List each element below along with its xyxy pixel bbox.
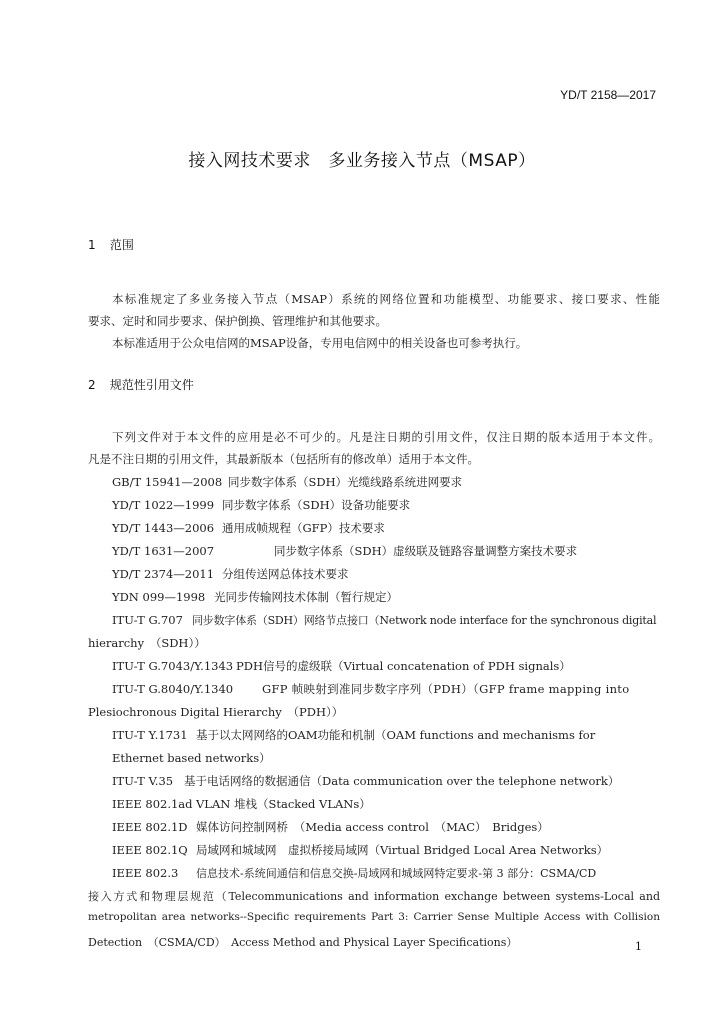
reference-item: [112, 612, 656, 628]
reference-item: [112, 474, 462, 490]
reference-item: [112, 566, 349, 582]
reference-item: [112, 520, 385, 536]
section-title: 范围: [109, 238, 134, 252]
reference-code: IEEE 802.1Q: [112, 843, 188, 857]
reference-item: [112, 819, 549, 835]
section-1-heading: [88, 236, 134, 253]
reference-code: ITU-T G.7043/Y.1343: [112, 659, 234, 673]
reference-title: PDH信号的虚级联（Virtual concatenation of PDH signals）: [236, 659, 571, 673]
reference-title: 通用成帧规程（GFP）技术要求: [222, 521, 385, 535]
reference-item: [112, 543, 577, 559]
document-title: 接入网技术要求 多业务接入节点（MSAP）: [188, 151, 536, 171]
reference-title: 基于以太网网络的OAM功能和机制（OAM functions and mechanisms for: [196, 728, 596, 742]
reference-code: IEEE 802.1D: [112, 820, 188, 834]
reference-item: [112, 796, 371, 812]
page-number: 1: [635, 940, 642, 953]
reference-code: YD/T 1022—1999: [112, 498, 215, 512]
reference-item: [112, 842, 608, 858]
section-number: 2: [88, 378, 96, 392]
section-title: 规范性引用文件: [109, 378, 194, 392]
reference-code: IEEE 802.3: [112, 866, 179, 880]
reference-title: 同步数字体系（SDH）虚级联及链路容量调整方案技术要求: [274, 544, 578, 558]
reference-continuation: metropolitan area networks--Specific requirements Part 3: Carrier Sense Multiple Access with Collision: [88, 911, 660, 923]
reference-code: YDN 099—1998: [112, 590, 206, 604]
paragraph: 凡是不注日期的引用文件，其最新版本（包括所有的修改单）适用于本文件。: [88, 452, 479, 466]
reference-code: YD/T 2374—2011: [112, 567, 215, 581]
reference-code: ITU-T G.707: [112, 613, 183, 627]
paragraph: 要求、定时和同步要求、保护倒换、管理维护和其他要求。: [88, 314, 387, 328]
reference-code: ITU-T V.35: [112, 774, 174, 788]
reference-item: [112, 727, 595, 743]
reference-title: 基于电话网络的数据通信（Data communication over the telephone network）: [184, 774, 620, 788]
reference-item: [112, 497, 410, 513]
reference-item: [112, 865, 596, 881]
reference-code: ITU-T G.8040/Y.1340: [112, 682, 234, 696]
reference-title: 局域网和城域网 虚拟桥接局域网（Virtual Bridged Local Area Networks）: [196, 843, 609, 857]
paragraph: 本标准规定了多业务接入节点（MSAP）系统的网络位置和功能模型、功能要求、接口要求、性能: [112, 292, 660, 306]
reference-continuation: Detection （CSMA/CD） Access Method and Physical Layer Specifications）: [88, 936, 518, 949]
reference-title: 信息技术-系统间通信和信息交换-局域网和城域网特定要求-第 3 部分：CSMA/CD: [196, 867, 597, 880]
reference-title: 光同步传输网技术体制（暂行规定）: [214, 590, 398, 604]
reference-code: YD/T 1631—2007: [112, 544, 215, 558]
reference-code: GB/T 15941—2008: [112, 475, 223, 489]
paragraph: 本标准适用于公众电信网的MSAP设备，专用电信网中的相关设备也可参考执行。: [112, 336, 528, 350]
reference-continuation: Plesiochronous Digital Hierarchy （PDH））: [88, 705, 344, 719]
section-number: 1: [88, 238, 96, 252]
standard-code: YD/T 2158—2017: [560, 88, 656, 102]
reference-continuation: 接入方式和物理层规范（Telecommunications and information exchange between systems-Local and: [88, 890, 660, 903]
reference-title: GFP 帧映射到准同步数字序列（PDH）（GFP frame mapping into: [262, 682, 630, 696]
reference-title: 同步数字体系（SDH）光缆线路系统进网要求: [228, 475, 463, 489]
section-2-heading: [88, 376, 194, 393]
reference-item: [112, 658, 571, 674]
reference-title: 同步数字体系（SDH）设备功能要求: [222, 498, 411, 512]
reference-code: ITU-T Y.1731: [112, 728, 188, 742]
reference-item: [112, 773, 619, 789]
reference-item: [112, 681, 660, 697]
reference-title: 同步数字体系（SDH）网络节点接口（Network node interface for the synchronous digital: [192, 614, 657, 627]
reference-continuation: hierarchy （SDH））: [88, 636, 206, 650]
reference-code: IEEE 802.1ad: [112, 797, 193, 811]
reference-title: 分组传送网总体技术要求: [222, 567, 349, 581]
paragraph: 下列文件对于本文件的应用是必不可少的。凡是注日期的引用文件，仅注日期的版本适用于本文件。: [112, 430, 660, 444]
reference-title: 媒体访问控制网桥 （Media access control （MAC） Bridges）: [196, 820, 549, 834]
reference-continuation: Ethernet based networks）: [112, 751, 271, 765]
reference-code: YD/T 1443—2006: [112, 521, 215, 535]
reference-item: [112, 589, 398, 605]
reference-title: VLAN 堆栈（Stacked VLANs）: [196, 797, 371, 811]
